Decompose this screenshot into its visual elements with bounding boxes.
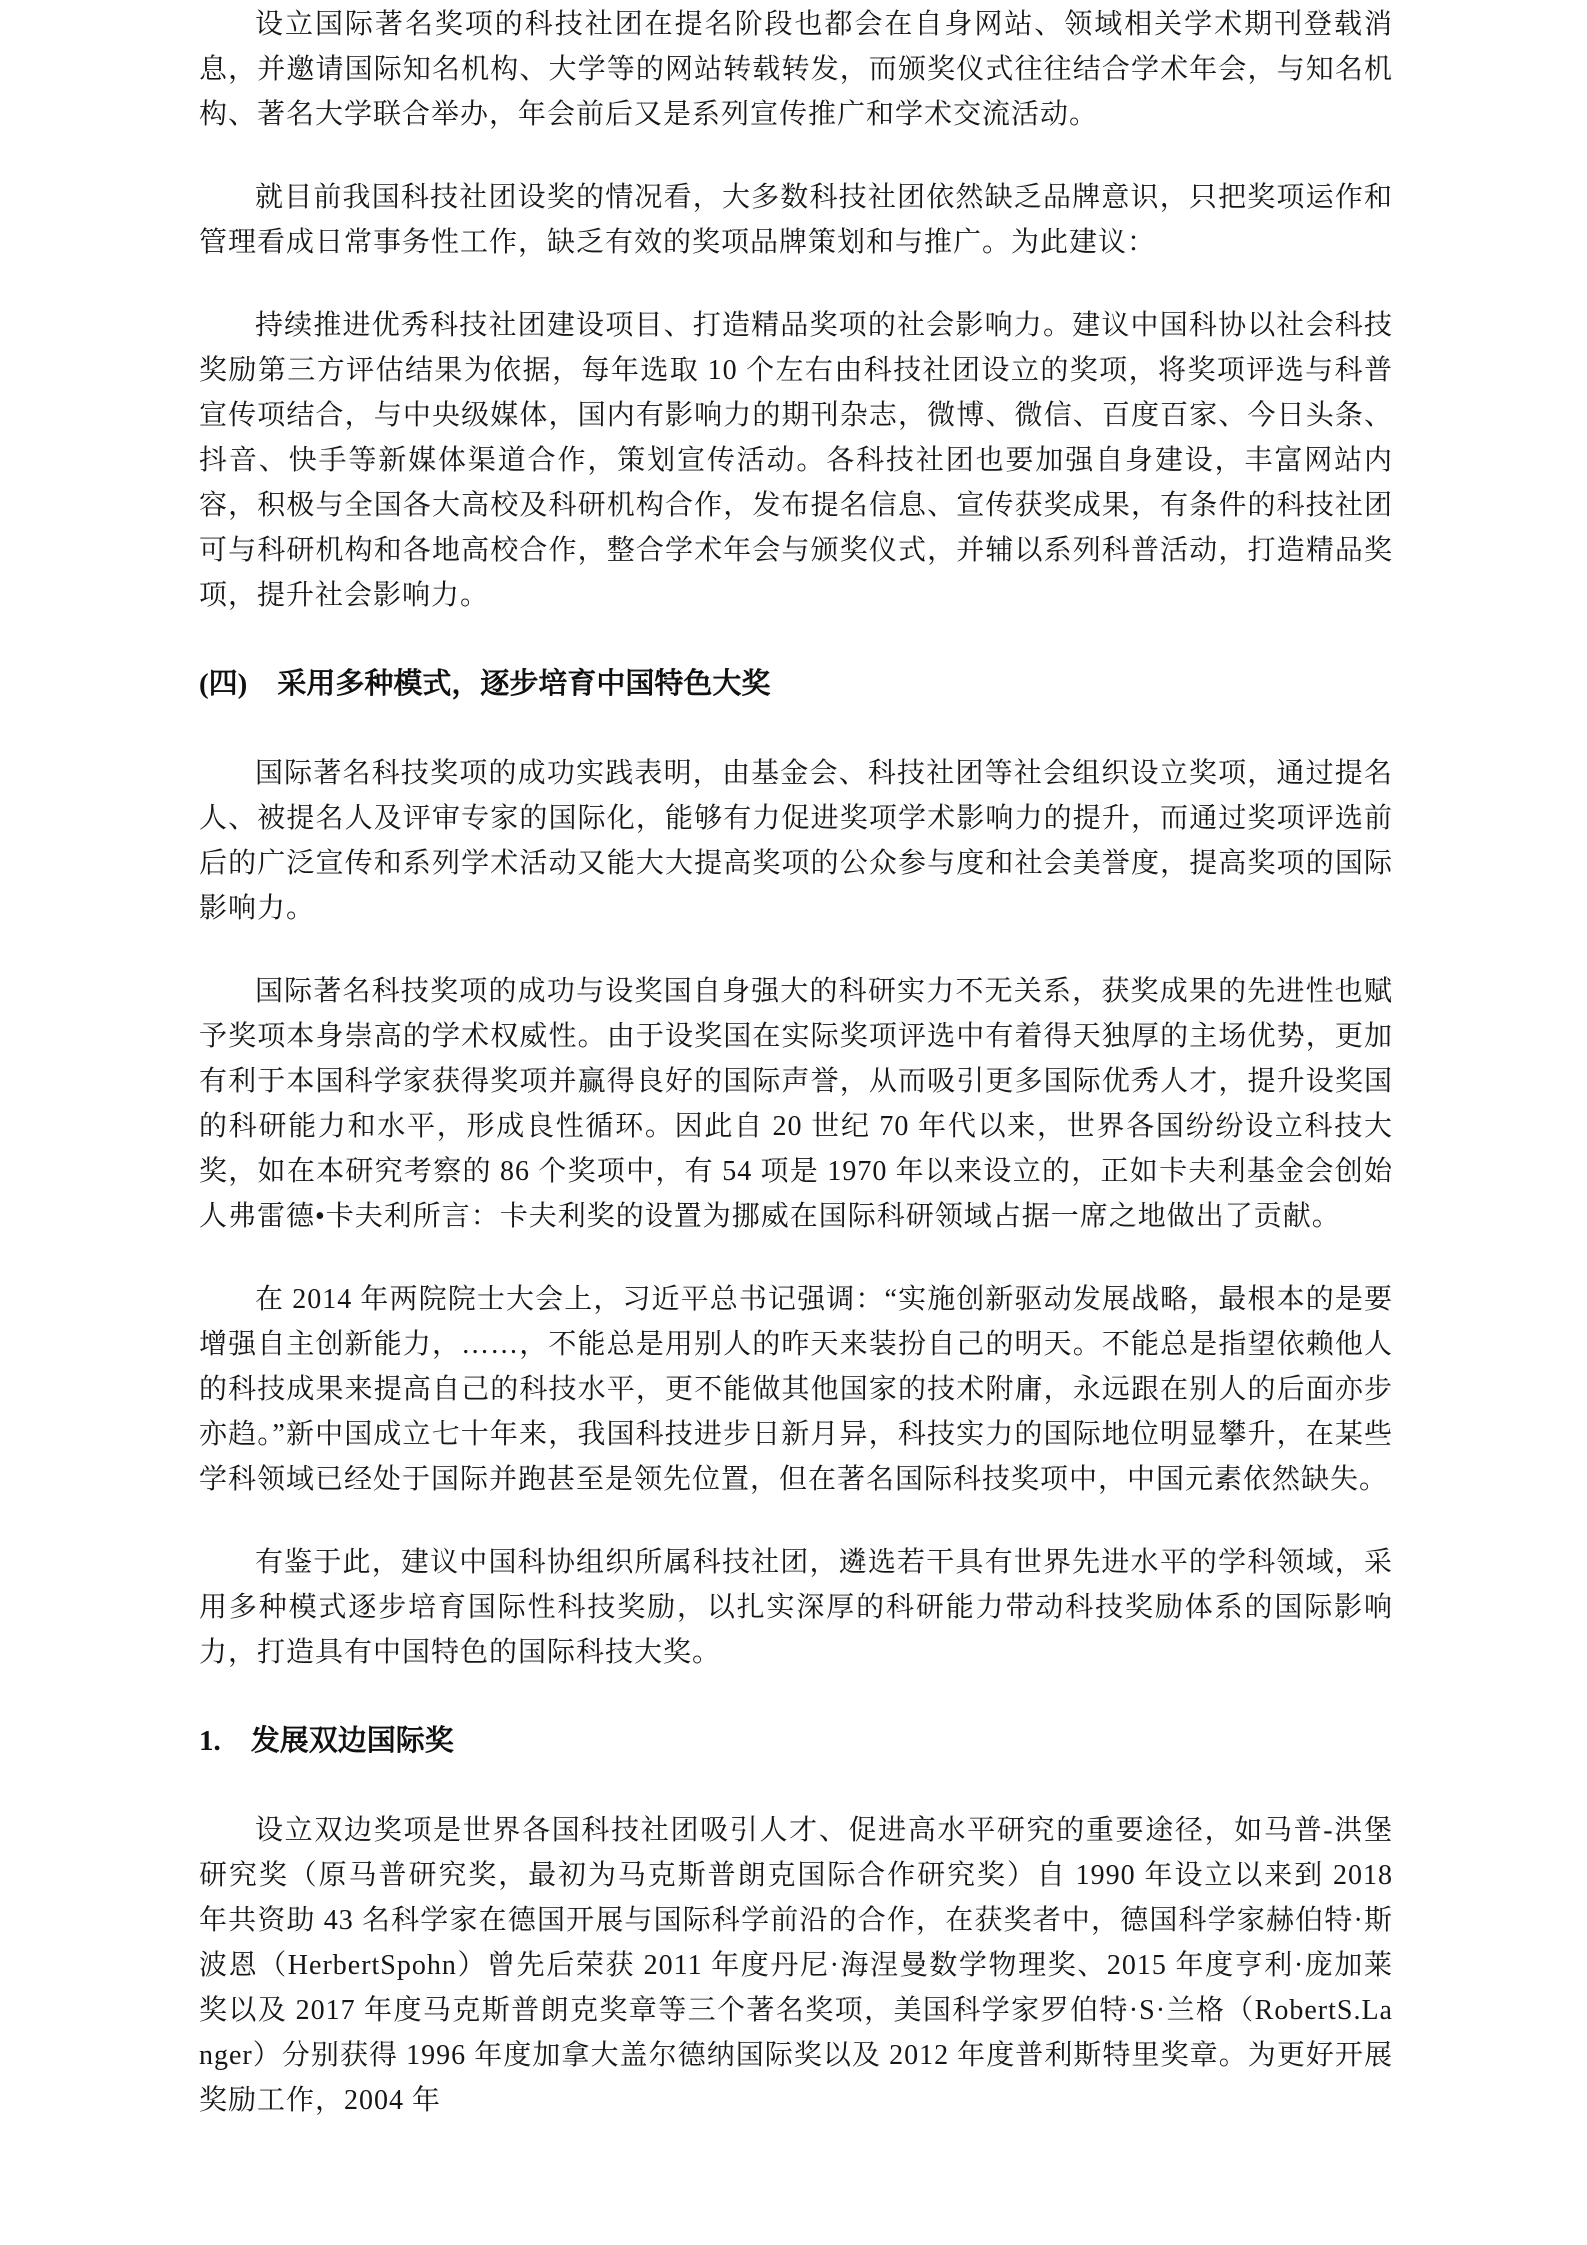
paragraph-award-society-promotion: 设立国际著名奖项的科技社团在提名阶段也都会在自身网站、领域相关学术期刊登载消息，并邀请国际知名机构、大学等的网站转载转发，而颁奖仪式往往结合学术年会，与知名机构、著名大学联合举办，年会前后又是系列宣传推广和学术交流活动。 bbox=[199, 9, 1393, 130]
subsection-heading-1-number: 1. bbox=[199, 1725, 221, 1757]
paragraph-recommendation-cultivate-awards: 有鉴于此，建议中国科协组织所属科技社团，遴选若干具有世界先进水平的学科领域，采用多种模式逐步培育国际性科技奖励，以扎实深厚的科研能力带动科技奖励体系的国际影响力，打造具有中国特色的国际科技大奖。 bbox=[199, 1547, 1393, 1668]
subsection-heading-1-title: 发展双边国际奖 bbox=[250, 1725, 454, 1757]
paragraph-current-situation: 就目前我国科技社团设奖的情况看，大多数科技社团依然缺乏品牌意识，只把奖项运作和管理看成日常事务性工作，缺乏有效的奖项品牌策划和与推广。为此建议： bbox=[199, 182, 1393, 258]
paragraph-suggestion-brand-building: 持续推进优秀科技社团建设项目、打造精品奖项的社会影响力。建议中国科协以社会科技奖励第三方评估结果为依据，每年选取 10 个左右由科技社团设立的奖项，将奖项评选与科普宣传项结合，与中央级媒体，国内有影响力的期刊杂志，微博、微信、百度百家、今日头条、抖音、快手等新媒体渠道合作，策划宣传活动。各科技社团也要加强自身建设，丰富网站内容，积极与全国各大高校及科研机构合作，发布提名信息、宣传获奖成果，有条件的科技社团可与科研机构和各地高校合作，整合学术年会与颁奖仪式，并辅以系列科普活动，打造精品奖项，提升社会影响力。 bbox=[199, 310, 1393, 611]
paragraph-2014-speech-quote: 在 2014 年两院院士大会上，习近平总书记强调：“实施创新驱动发展战略，最根本的是要增强自主创新能力，……，不能总是用别人的昨天来装扮自己的明天。不能总是指望依赖他人的科技成果来提高自己的科技水平，更不能做其他国家的技术附庸，永远跟在别人的后面亦步亦趋。”新中国成立七十年来，我国科技进步日新月异，科技实力的国际地位明显攀升，在某些学科领域已经处于国际并跑甚至是领先位置，但在著名国际科技奖项中，中国元素依然缺失。 bbox=[199, 1284, 1393, 1495]
paragraph-research-strength-kavli: 国际著名科技奖项的成功与设奖国自身强大的科研实力不无关系，获奖成果的先进性也赋予奖项本身崇高的学术权威性。由于设奖国在实际奖项评选中有着得天独厚的主场优势，更加有利于本国科学家获得奖项并赢得良好的国际声誉，从而吸引更多国际优秀人才，提升设奖国的科研能力和水平，形成良性循环。因此自 20 世纪 70 年代以来，世界各国纷纷设立科技大奖，如在本研究考察的 86 个奖项中，有 54 项是 1970 年以来设立的，正如卡夫利基金会创始人弗雷德•卡夫利所言：卡夫利奖的设置为挪威在国际科研领域占据一席之地做出了贡献。 bbox=[199, 976, 1393, 1232]
section-heading-4 bbox=[199, 662, 1393, 707]
section-heading-4-number: (四) bbox=[199, 668, 248, 700]
section-heading-4-title: 采用多种模式，逐步培育中国特色大奖 bbox=[277, 668, 771, 700]
paragraph-international-award-practice: 国际著名科技奖项的成功实践表明，由基金会、科技社团等社会组织设立奖项，通过提名人、被提名人及评审专家的国际化，能够有力促进奖项学术影响力的提升，而通过奖项评选前后的广泛宣传和系列学术活动又能大大提高奖项的公众参与度和社会美誉度，提高奖项的国际影响力。 bbox=[199, 758, 1393, 924]
subsection-heading-1 bbox=[199, 1719, 1393, 1764]
paragraph-bilateral-awards-examples: 设立双边奖项是世界各国科技社团吸引人才、促进高水平研究的重要途径，如马普-洪堡研究奖（原马普研究奖，最初为马克斯普朗克国际合作研究奖）自 1990 年设立以来到 2018 年共资助 43 名科学家在德国开展与国际科学前沿的合作，在获奖者中，德国科学家赫伯特·斯波恩（HerbertSpohn）曾先后荣获 2011 年度丹尼·海涅曼数学物理奖、2015 年度亨利·庞加莱奖以及 2017 年度马克斯普朗克奖章等三个著名奖项，美国科学家罗伯特·S·兰格（RobertS.Langer）分别获得 1996 年度加拿大盖尔德纳国际奖以及 2012 年度普利斯特里奖章。为更好开展奖励工作，2004 年 bbox=[199, 1815, 1393, 2116]
